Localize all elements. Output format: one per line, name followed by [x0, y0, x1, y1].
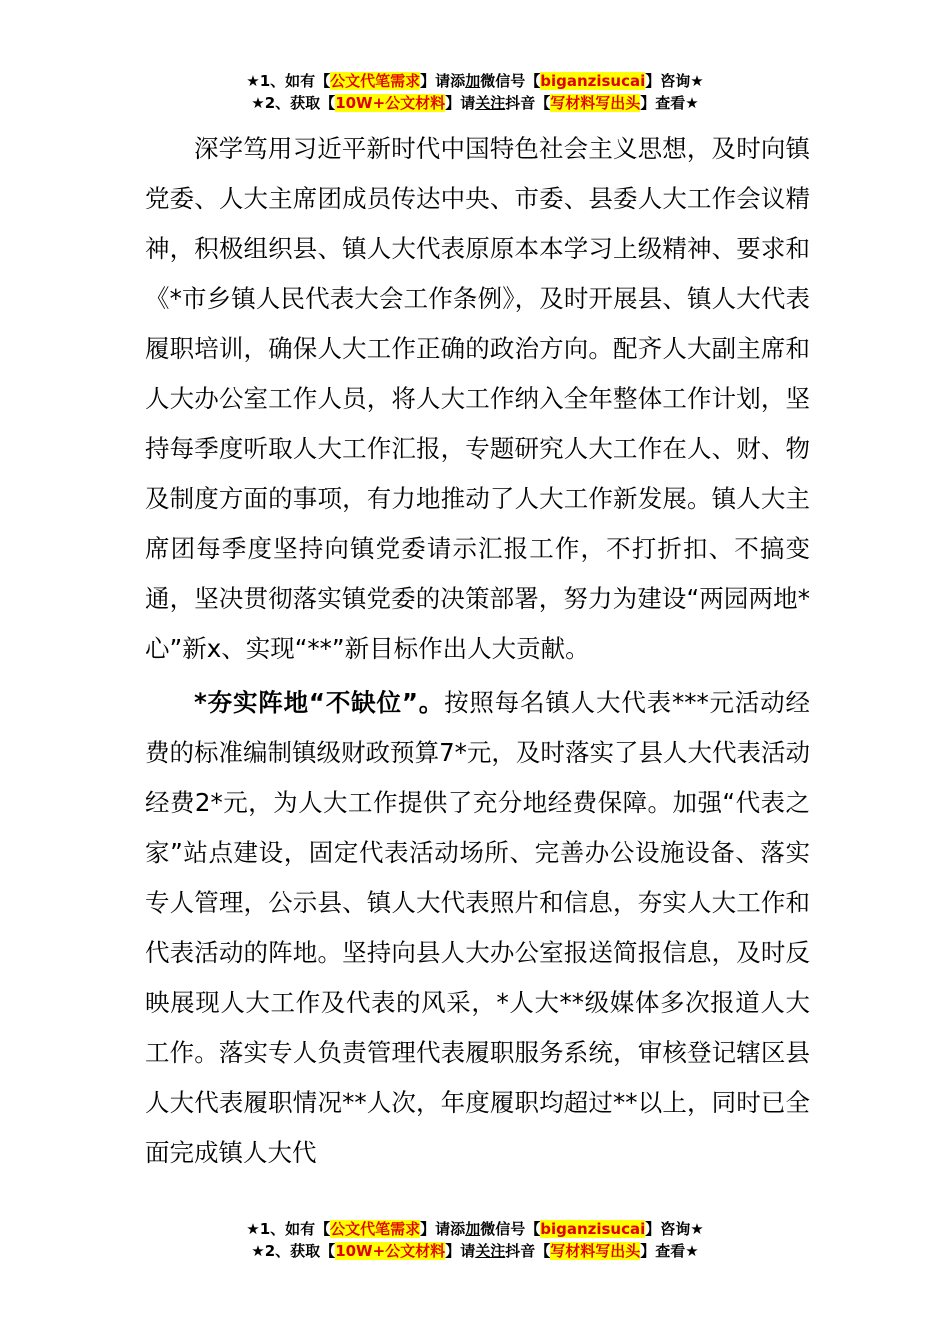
ad-highlight-materials: 10W+公文材料 [335, 94, 446, 112]
ad-highlight-wechat: biganzisucai [540, 72, 646, 90]
ad-highlight-service: 公文代笔需求 [330, 1220, 421, 1238]
ad-highlight-service: 公文代笔需求 [330, 72, 421, 90]
ad-highlight-douyin: 写材料写出头 [550, 1242, 641, 1260]
bottom-banner [0, 1218, 950, 1262]
banner-line-2: ★2、获取【10W+公文材料】请关注抖音【写材料写出头】查看★ [251, 1242, 699, 1260]
paragraph-2-text: 按照每名镇人大代表***元活动经费的标准编制镇级财政预算7*元，及时落实了县人大代表活动经费2*元，为人大工作提供了充分地经费保障。加强“代表之家”站点建设，固定代表活动场所、完善办公设施设备、落实专人管理，公示县、镇人大代表照片和信息，夯实人大工作和代表活动的阵地。坚持向县人大办公室报送简报信息，及时反映展现人大工作及代表的风采，*人大**级媒体多次报道人大工作。落实专人负责管理代表履职服务系统，审核登记辖区县人大代表履职情况**人次，年度履职均超过**以上，同时已全面完成镇人大代 [145, 688, 811, 1167]
paragraph-2 [145, 678, 810, 1178]
ad-highlight-materials: 10W+公文材料 [335, 1242, 446, 1260]
ad-highlight-douyin: 写材料写出头 [550, 94, 641, 112]
paragraph-1: 深学笃用习近平新时代中国特色社会主义思想，及时向镇党委、人大主席团成员传达中央、市委、县委人大工作会议精神，积极组织县、镇人大代表原原本本学习上级精神、要求和《*市乡镇人民代表大会工作条例》，及时开展县、镇人大代表履职培训，确保人大工作正确的政治方向。配齐人大副主席和人大办公室工作人员，将人大工作纳入全年整体工作计划，坚持每季度听取人大工作汇报，专题研究人大工作在人、财、物及制度方面的事项，有力地推动了人大工作新发展。镇人大主席团每季度坚持向镇党委请示汇报工作，不打折扣、不搞变通，坚决贯彻落实镇党委的决策部署，努力为建设“两园两地*心”新x、实现“**”新目标作出人大贡献。 [145, 134, 810, 663]
top-banner [0, 70, 950, 114]
banner-line-1: ★1、如有【公文代笔需求】请添加微信号【biganzisucai】咨询★ [246, 1220, 704, 1238]
banner-line-1: ★1、如有【公文代笔需求】请添加微信号【biganzisucai】咨询★ [246, 72, 704, 90]
paragraph-2-heading: *夯实阵地“不缺位”。 [194, 688, 445, 717]
ad-highlight-wechat: biganzisucai [540, 1220, 646, 1238]
document-body [145, 124, 810, 1178]
banner-line-2: ★2、获取【10W+公文材料】请关注抖音【写材料写出头】查看★ [251, 94, 699, 112]
